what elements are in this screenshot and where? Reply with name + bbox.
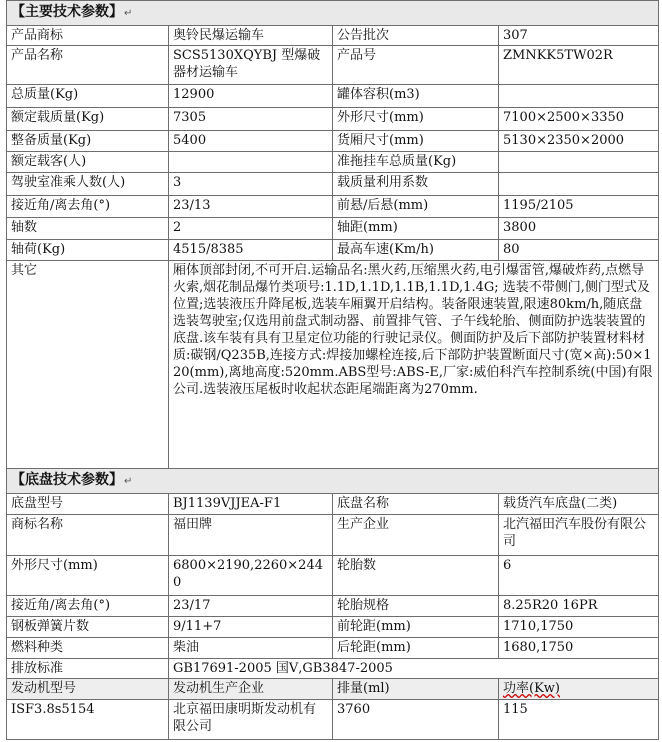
param-value: 12900 [169, 85, 333, 108]
table-row [7, 131, 659, 152]
engine-data-row [7, 700, 659, 740]
param-value: 80 [499, 240, 659, 261]
param-value: 1710,1750 [499, 617, 659, 638]
column-header: 发动机型号 [7, 679, 169, 700]
param-value: BJ1139VJJEA-F1 [169, 494, 333, 515]
param-label: 产品号 [333, 46, 499, 85]
table-row [7, 556, 659, 596]
param-label: 货厢尺寸(mm) [333, 131, 499, 152]
other-remarks-row [7, 261, 659, 469]
param-label: 驾驶室准乘人数(人) [7, 173, 169, 196]
param-value [499, 173, 659, 196]
param-value: 3760 [333, 700, 499, 740]
param-label: 额定载质量(Kg) [7, 108, 169, 131]
param-label: 接近角/离去角(°) [7, 596, 169, 617]
table-row [7, 85, 659, 108]
param-value [169, 152, 333, 173]
emission-row [7, 659, 659, 679]
param-label: 载质量利用系数 [333, 173, 499, 196]
param-value: 载货汽车底盘(二类) [499, 494, 659, 515]
other-remarks-text: 厢体顶部封闭,不可开启.运输品名:黑火药,压缩黑火药,电引爆雷管,爆破炸药,点燃导火索,烟花制品爆竹类项号:1.1D,1.1D,1.1B,1.1D,1.4G; 选装不带侧门,侧门型式及位置;选装液压升降尾板,选装车厢翼开启结构。装备限速装置,限速80km/h,随底盘选装驾驶室;仅选用前盘式制动器、前置排气管、子午线轮胎、侧面防护选装装置的底盘.该车装有具有卫星定位功能的行驶记录仪。侧面防护及后下部防护装置材料材质:碳钢/Q235B,连接方式:焊接加螺栓连接,后下部防护装置断面尺寸(宽×高):50×120(mm),离地高度:520mm.ABS型号:ABS-E,厂家:威伯科汽车控制系统(中国)有限公司.选装液压尾板时收起状态距尾端距离为270mm. [169, 261, 659, 469]
param-value: 5400 [169, 131, 333, 152]
param-label: 商标名称 [7, 515, 169, 556]
table-row [7, 46, 659, 85]
param-label: 排放标准 [7, 659, 169, 679]
param-label: 外形尺寸(mm) [333, 108, 499, 131]
param-label: 底盘型号 [7, 494, 169, 515]
param-label: 最高车速(Km/h) [333, 240, 499, 261]
table-row [7, 617, 659, 638]
param-value: 福田牌 [169, 515, 333, 556]
param-value: ZMNKK5TW02R [499, 46, 659, 85]
param-value: 1680,1750 [499, 638, 659, 659]
column-header: 发动机生产企业 [169, 679, 333, 700]
table-row [7, 26, 659, 46]
table-row [7, 152, 659, 173]
paragraph-mark: ↵ [124, 8, 133, 19]
param-label: 轮胎数 [333, 556, 499, 596]
param-value: 3800 [499, 218, 659, 240]
param-label: 轴数 [7, 218, 169, 240]
table-row [7, 173, 659, 196]
param-label: 其它 [7, 261, 169, 469]
main-params-header [7, 1, 659, 26]
param-value: 5130×2350×2000 [499, 131, 659, 152]
param-label: 后轮距(mm) [333, 638, 499, 659]
param-label: 额定载客(人) [7, 152, 169, 173]
column-header: 排量(ml) [333, 679, 499, 700]
param-label: 前悬/后悬(mm) [333, 196, 499, 218]
param-value: 7305 [169, 108, 333, 131]
param-value [499, 152, 659, 173]
table-row [7, 108, 659, 131]
param-value: 北汽福田汽车股份有限公司 [499, 515, 659, 556]
param-label: 产品名称 [7, 46, 169, 85]
column-header: 功率(Kw) [499, 679, 659, 700]
param-value: GB17691-2005 国Ⅴ,GB3847-2005 [169, 659, 659, 679]
param-value: 柴油 [169, 638, 333, 659]
param-value: 奥铃民爆运输车 [169, 26, 333, 46]
param-label: 外形尺寸(mm) [7, 556, 169, 596]
table-row [7, 515, 659, 556]
param-value: 4515/8385 [169, 240, 333, 261]
section-title: 【主要技术参数】 [11, 4, 123, 20]
table-row [7, 638, 659, 659]
param-label: 接近角/离去角(°) [7, 196, 169, 218]
param-value: 8.25R20 16PR [499, 596, 659, 617]
engine-header-row [7, 679, 659, 700]
param-value: 7100×2500×3350 [499, 108, 659, 131]
table-row [7, 494, 659, 515]
table-row [7, 218, 659, 240]
param-label: 前轮距(mm) [333, 617, 499, 638]
spec-table [6, 0, 659, 740]
param-value: 307 [499, 26, 659, 46]
param-label: 公告批次 [333, 26, 499, 46]
param-label: 准拖挂车总质量(Kg) [333, 152, 499, 173]
table-row [7, 196, 659, 218]
param-value: 3 [169, 173, 333, 196]
param-label: 钢板弹簧片数 [7, 617, 169, 638]
table-row [7, 240, 659, 261]
param-value: 23/13 [169, 196, 333, 218]
param-value: 6 [499, 556, 659, 596]
paragraph-mark: ↵ [124, 476, 133, 487]
param-value [499, 85, 659, 108]
section-title: 【底盘技术参数】 [11, 472, 123, 488]
param-value: 1195/2105 [499, 196, 659, 218]
param-label: 整备质量(Kg) [7, 131, 169, 152]
param-label: 燃料种类 [7, 638, 169, 659]
param-label: 轴距(mm) [333, 218, 499, 240]
param-value: 115 [499, 700, 659, 740]
param-value: 23/17 [169, 596, 333, 617]
param-label: 产品商标 [7, 26, 169, 46]
table-row [7, 596, 659, 617]
param-label: 轮胎规格 [333, 596, 499, 617]
param-value: SCS5130XQYBJ 型爆破器材运输车 [169, 46, 333, 85]
param-label: 生产企业 [333, 515, 499, 556]
param-value: ISF3.8s5154 [7, 700, 169, 740]
param-label: 轴荷(Kg) [7, 240, 169, 261]
param-label: 底盘名称 [333, 494, 499, 515]
param-label: 总质量(Kg) [7, 85, 169, 108]
param-value: 北京福田康明斯发动机有限公司 [169, 700, 333, 740]
param-label: 罐体容积(m3) [333, 85, 499, 108]
param-value: 6800×2190,2260×2440 [169, 556, 333, 596]
param-value: 2 [169, 218, 333, 240]
chassis-params-header [7, 469, 659, 494]
param-value: 9/11+7 [169, 617, 333, 638]
